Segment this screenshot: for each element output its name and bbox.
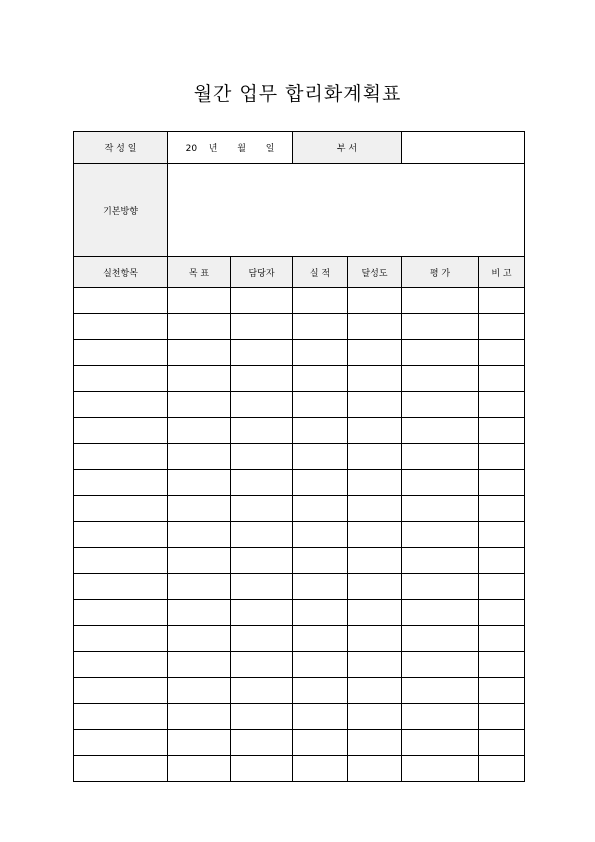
cell-evaluation[interactable] xyxy=(402,444,479,470)
table-row xyxy=(74,340,525,366)
cell-owner[interactable] xyxy=(231,730,293,756)
cell-remarks[interactable] xyxy=(479,522,525,548)
cell-target[interactable] xyxy=(168,444,231,470)
cell-result[interactable] xyxy=(293,704,348,730)
col-header-target: 목 표 xyxy=(168,257,231,288)
cell-remarks[interactable] xyxy=(479,340,525,366)
cell-achievement[interactable] xyxy=(348,652,402,678)
cell-evaluation[interactable] xyxy=(402,392,479,418)
cell-achievement[interactable] xyxy=(348,340,402,366)
cell-remarks[interactable] xyxy=(479,496,525,522)
department-field[interactable] xyxy=(402,132,525,164)
table-row xyxy=(74,314,525,340)
cell-remarks[interactable] xyxy=(479,600,525,626)
cell-evaluation[interactable] xyxy=(402,548,479,574)
col-header-evaluation: 평 가 xyxy=(402,257,479,288)
cell-remarks[interactable] xyxy=(479,756,525,782)
table-row xyxy=(74,444,525,470)
column-header-row xyxy=(74,257,525,288)
cell-result[interactable] xyxy=(293,392,348,418)
cell-owner[interactable] xyxy=(231,652,293,678)
cell-evaluation[interactable] xyxy=(402,678,479,704)
cell-remarks[interactable] xyxy=(479,314,525,340)
table-row xyxy=(74,756,525,782)
cell-owner[interactable] xyxy=(231,470,293,496)
cell-remarks[interactable] xyxy=(479,678,525,704)
cell-achievement[interactable] xyxy=(348,288,402,314)
year-prefix: 20 xyxy=(185,144,198,154)
cell-action-item[interactable] xyxy=(74,340,168,366)
basic-direction-row xyxy=(74,164,525,257)
basic-direction-label: 기본방향 xyxy=(74,164,168,257)
cell-target[interactable] xyxy=(168,392,231,418)
col-header-result: 실 적 xyxy=(293,257,348,288)
cell-result[interactable] xyxy=(293,756,348,782)
year-unit: 년 xyxy=(208,144,218,154)
cell-evaluation[interactable] xyxy=(402,522,479,548)
cell-achievement[interactable] xyxy=(348,678,402,704)
cell-achievement[interactable] xyxy=(348,314,402,340)
cell-evaluation[interactable] xyxy=(402,600,479,626)
info-row xyxy=(74,132,525,164)
cell-target[interactable] xyxy=(168,704,231,730)
cell-owner[interactable] xyxy=(231,418,293,444)
cell-evaluation[interactable] xyxy=(402,314,479,340)
table-row xyxy=(74,652,525,678)
cell-owner[interactable] xyxy=(231,288,293,314)
department-label: 부 서 xyxy=(293,132,402,164)
table-row xyxy=(74,496,525,522)
cell-result[interactable] xyxy=(293,522,348,548)
cell-action-item[interactable] xyxy=(74,418,168,444)
document-title: 월간 업무 합리화계획표 xyxy=(193,83,402,105)
cell-evaluation[interactable] xyxy=(402,366,479,392)
author-date-label: 작 성 일 xyxy=(74,132,168,164)
cell-target[interactable] xyxy=(168,730,231,756)
basic-direction-field[interactable] xyxy=(168,164,525,257)
day-unit: 일 xyxy=(265,144,275,154)
cell-action-item[interactable] xyxy=(74,470,168,496)
cell-result[interactable] xyxy=(293,444,348,470)
cell-achievement[interactable] xyxy=(348,574,402,600)
cell-action-item[interactable] xyxy=(74,314,168,340)
col-header-remarks: 비 고 xyxy=(479,257,525,288)
cell-owner[interactable] xyxy=(231,548,293,574)
table-row xyxy=(74,548,525,574)
cell-remarks[interactable] xyxy=(479,730,525,756)
cell-achievement[interactable] xyxy=(348,756,402,782)
cell-remarks[interactable] xyxy=(479,704,525,730)
cell-target[interactable] xyxy=(168,678,231,704)
cell-remarks[interactable] xyxy=(479,574,525,600)
table-row xyxy=(74,626,525,652)
cell-remarks[interactable] xyxy=(479,288,525,314)
cell-target[interactable] xyxy=(168,340,231,366)
cell-action-item[interactable] xyxy=(74,626,168,652)
month-unit: 월 xyxy=(237,144,246,154)
cell-target[interactable] xyxy=(168,496,231,522)
cell-action-item[interactable] xyxy=(74,288,168,314)
cell-target[interactable] xyxy=(168,288,231,314)
table-row xyxy=(74,522,525,548)
cell-remarks[interactable] xyxy=(479,366,525,392)
cell-achievement[interactable] xyxy=(348,444,402,470)
cell-target[interactable] xyxy=(168,600,231,626)
cell-result[interactable] xyxy=(293,288,348,314)
plan-table xyxy=(73,131,525,782)
cell-remarks[interactable] xyxy=(479,418,525,444)
cell-result[interactable] xyxy=(293,340,348,366)
table-row xyxy=(74,366,525,392)
cell-target[interactable] xyxy=(168,470,231,496)
cell-owner[interactable] xyxy=(231,600,293,626)
cell-result[interactable] xyxy=(293,730,348,756)
cell-action-item[interactable] xyxy=(74,600,168,626)
cell-action-item[interactable] xyxy=(74,392,168,418)
cell-evaluation[interactable] xyxy=(402,288,479,314)
cell-achievement[interactable] xyxy=(348,418,402,444)
cell-owner[interactable] xyxy=(231,496,293,522)
cell-result[interactable] xyxy=(293,314,348,340)
cell-evaluation[interactable] xyxy=(402,496,479,522)
cell-action-item[interactable] xyxy=(74,756,168,782)
cell-result[interactable] xyxy=(293,366,348,392)
cell-remarks[interactable] xyxy=(479,470,525,496)
cell-remarks[interactable] xyxy=(479,392,525,418)
cell-evaluation[interactable] xyxy=(402,730,479,756)
cell-achievement[interactable] xyxy=(348,730,402,756)
cell-result[interactable] xyxy=(293,652,348,678)
table-row xyxy=(74,392,525,418)
cell-result[interactable] xyxy=(293,470,348,496)
cell-evaluation[interactable] xyxy=(402,418,479,444)
col-header-action-item: 실천항목 xyxy=(74,257,168,288)
cell-evaluation[interactable] xyxy=(402,340,479,366)
cell-result[interactable] xyxy=(293,574,348,600)
cell-result[interactable] xyxy=(293,678,348,704)
cell-result[interactable] xyxy=(293,418,348,444)
cell-evaluation[interactable] xyxy=(402,704,479,730)
table-row xyxy=(74,600,525,626)
cell-target[interactable] xyxy=(168,314,231,340)
cell-action-item[interactable] xyxy=(74,652,168,678)
cell-achievement[interactable] xyxy=(348,626,402,652)
cell-remarks[interactable] xyxy=(479,548,525,574)
col-header-achievement: 달성도 xyxy=(348,257,402,288)
cell-owner[interactable] xyxy=(231,340,293,366)
cell-action-item[interactable] xyxy=(74,522,168,548)
cell-action-item[interactable] xyxy=(74,678,168,704)
cell-owner[interactable] xyxy=(231,574,293,600)
cell-owner[interactable] xyxy=(231,522,293,548)
col-header-owner: 담당자 xyxy=(231,257,293,288)
cell-achievement[interactable] xyxy=(348,548,402,574)
cell-result[interactable] xyxy=(293,600,348,626)
cell-achievement[interactable] xyxy=(348,366,402,392)
table-row xyxy=(74,574,525,600)
cell-owner[interactable] xyxy=(231,678,293,704)
cell-achievement[interactable] xyxy=(348,704,402,730)
cell-achievement[interactable] xyxy=(348,600,402,626)
cell-action-item[interactable] xyxy=(74,574,168,600)
cell-action-item[interactable] xyxy=(74,730,168,756)
cell-evaluation[interactable] xyxy=(402,470,479,496)
cell-target[interactable] xyxy=(168,574,231,600)
cell-target[interactable] xyxy=(168,652,231,678)
cell-target[interactable] xyxy=(168,522,231,548)
cell-action-item[interactable] xyxy=(74,548,168,574)
cell-target[interactable] xyxy=(168,548,231,574)
cell-action-item[interactable] xyxy=(74,704,168,730)
cell-achievement[interactable] xyxy=(348,470,402,496)
cell-owner[interactable] xyxy=(231,366,293,392)
cell-result[interactable] xyxy=(293,548,348,574)
cell-action-item[interactable] xyxy=(74,496,168,522)
date-field[interactable] xyxy=(168,132,293,164)
table-row xyxy=(74,288,525,314)
cell-owner[interactable] xyxy=(231,314,293,340)
cell-owner[interactable] xyxy=(231,444,293,470)
cell-remarks[interactable] xyxy=(479,652,525,678)
cell-target[interactable] xyxy=(168,418,231,444)
cell-owner[interactable] xyxy=(231,392,293,418)
cell-target[interactable] xyxy=(168,626,231,652)
cell-owner[interactable] xyxy=(231,704,293,730)
cell-target[interactable] xyxy=(168,366,231,392)
cell-owner[interactable] xyxy=(231,626,293,652)
cell-achievement[interactable] xyxy=(348,496,402,522)
cell-action-item[interactable] xyxy=(74,444,168,470)
table-row xyxy=(74,418,525,444)
cell-target[interactable] xyxy=(168,756,231,782)
cell-evaluation[interactable] xyxy=(402,652,479,678)
table-row xyxy=(74,470,525,496)
table-row xyxy=(74,678,525,704)
cell-owner[interactable] xyxy=(231,756,293,782)
cell-evaluation[interactable] xyxy=(402,626,479,652)
cell-achievement[interactable] xyxy=(348,392,402,418)
cell-achievement[interactable] xyxy=(348,522,402,548)
cell-remarks[interactable] xyxy=(479,444,525,470)
cell-remarks[interactable] xyxy=(479,626,525,652)
table-row xyxy=(74,730,525,756)
cell-action-item[interactable] xyxy=(74,366,168,392)
cell-result[interactable] xyxy=(293,626,348,652)
cell-result[interactable] xyxy=(293,496,348,522)
cell-evaluation[interactable] xyxy=(402,756,479,782)
cell-evaluation[interactable] xyxy=(402,574,479,600)
table-row xyxy=(74,704,525,730)
